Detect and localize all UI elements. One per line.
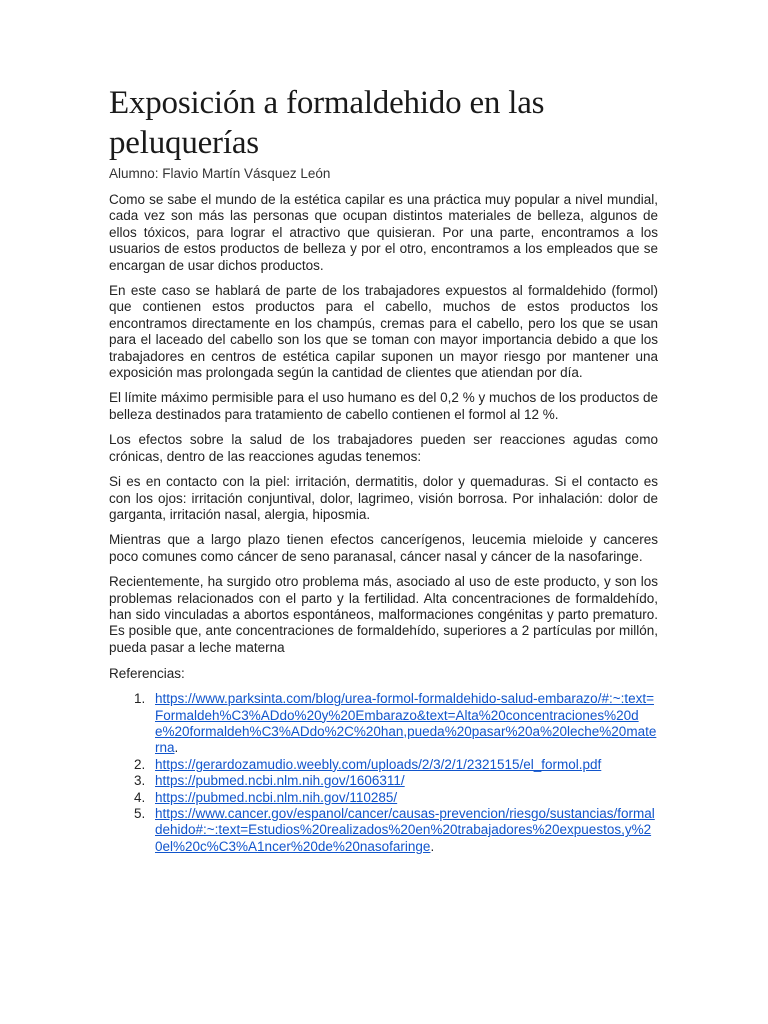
reference-item xyxy=(109,806,658,855)
reference-item xyxy=(109,691,658,757)
reference-number: 3. xyxy=(134,773,146,789)
references-list xyxy=(109,691,658,855)
reference-item xyxy=(109,773,658,789)
reference-suffix: . xyxy=(430,838,435,854)
reference-link[interactable]: https://www.cancer.gov/espanol/cancer/causas-prevencion/riesgo/sustancias/formaldehido#:~:text=Estudios%20realizados%20en%20trabajadores%20expuestos,y%20el%20c%C3%A1ncer%20de%20nasofaringe xyxy=(155,806,655,854)
author-line: Alumno: Flavio Martín Vásquez León xyxy=(109,166,331,181)
reference-suffix: . xyxy=(174,740,179,756)
paragraph-fertility: Recientemente, ha surgido otro problema más, asociado al uso de este producto, y son los problemas relacionados con el parto y la fertilidad. Alta concentraciones de formaldehído, han sido vinculadas a abortos espontáneos, malformaciones congénitas y parto prematuro. Es posible que, ante concentraciones de formaldehído, superiores a 2 partículas por millón, pueda pasar a leche materna xyxy=(109,574,658,655)
reference-item xyxy=(109,790,658,806)
paragraph-workers: En este caso se hablará de parte de los trabajadores expuestos al formaldehido (formol) que contienen estos productos para el cabello, muchos de estos productos los encontramos directamente en los champús, cremas para el cabello, pero los que se usan para el laceado del cabello son los que se toman con mayor importancia debido a que los trabajadores en centros de estética capilar suponen un mayor riesgo por mantener una exposición mas prolongada según la cantidad de clientes que atiendan por día. xyxy=(109,283,658,381)
reference-number: 5. xyxy=(134,806,146,821)
paragraph-acute: Si es en contacto con la piel: irritación, dermatitis, dolor y quemaduras. Si el contacto es con los ojos: irritación conjuntival, dolor, lagrimeo, visión borrosa. Por inhalación: dolor de garganta, irritación nasal, alergia, hiposmia. xyxy=(109,474,658,522)
reference-number: 4. xyxy=(134,789,146,805)
reference-number: 1. xyxy=(134,691,146,707)
reference-number: 2. xyxy=(134,756,146,772)
reference-link[interactable]: https://pubmed.ncbi.nlm.nih.gov/110285/ xyxy=(155,789,398,805)
reference-link[interactable]: https://www.parksinta.com/blog/urea-formol-formaldehido-salud-embarazo/#:~:text=Formaldeh%C3%ADdo%20y%20Embarazo&text=Alta%20concentraciones%20de%20formaldeh%C3%ADdo%2C%20han,pueda%20pasar%20a%20leche%20materna xyxy=(155,691,657,756)
document-page xyxy=(109,83,658,855)
paragraph-chronic: Mientras que a largo plazo tienen efectos cancerígenos, leucemia mieloide y canceres poco comunes como cáncer de seno paranasal, cáncer nasal y cáncer de la nasofaringe. xyxy=(109,532,658,564)
references-heading: Referencias: xyxy=(109,666,185,682)
paragraph-effects: Los efectos sobre la salud de los trabajadores pueden ser reacciones agudas como crónicas, dentro de las reacciones agudas tenemos: xyxy=(109,432,658,464)
reference-link[interactable]: https://gerardozamudio.weebly.com/uploads/2/3/2/1/2321515/el_formol.pdf xyxy=(155,756,602,772)
paragraph-limit: El límite máximo permisible para el uso humano es del 0,2 % y muchos de los productos de belleza destinados para tratamiento de cabello contienen el formol al 12 %. xyxy=(109,390,658,422)
paragraph-intro: Como se sabe el mundo de la estética capilar es una práctica muy popular a nivel mundial, cada vez son más las personas que ocupan distintos materiales de belleza, algunos de ellos tóxicos, para lograr el atractivo que quisieran. Por una parte, encontramos a los usuarios de estos productos de belleza y por el otro, encontramos a los empleados que se encargan de usar dichos productos. xyxy=(109,192,658,273)
reference-item xyxy=(109,757,658,773)
reference-link[interactable]: https://pubmed.ncbi.nlm.nih.gov/1606311/ xyxy=(155,773,405,789)
document-title: Exposición a formaldehido en las peluquerías xyxy=(109,85,545,161)
